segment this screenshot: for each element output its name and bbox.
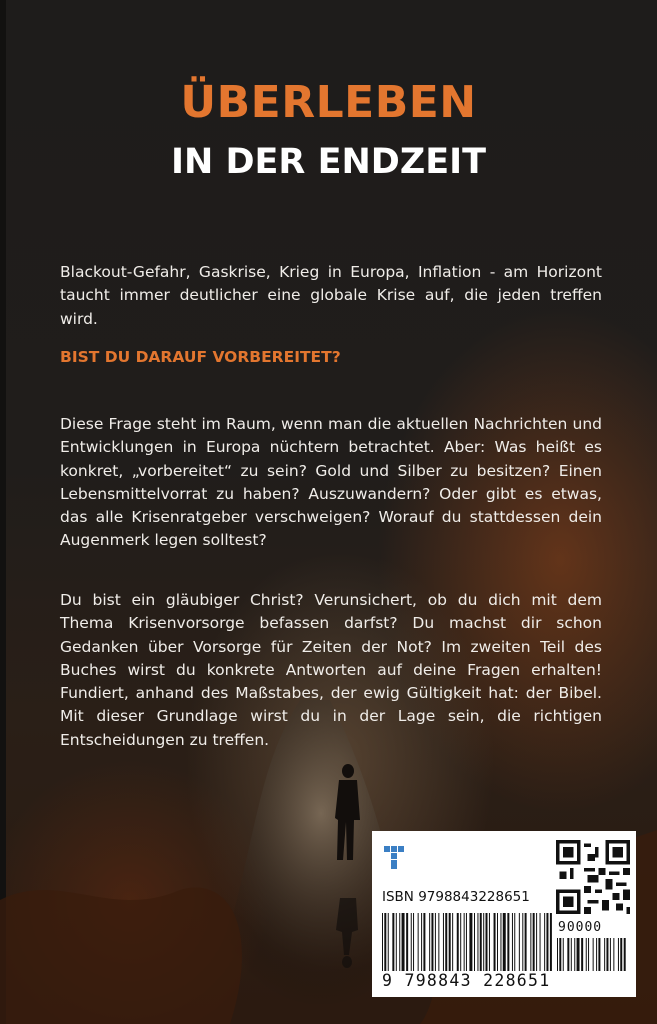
- barcode-stripe: [544, 913, 545, 971]
- barcode-stripe: [489, 913, 490, 971]
- barcode-stripe: [598, 938, 600, 971]
- barcode-stripe: [483, 913, 484, 971]
- addon-barcode: [557, 938, 627, 971]
- barcode-stripe: [586, 938, 587, 971]
- intro-paragraph: Blackout-Gefahr, Gaskrise, Krieg in Europa, Inflation - am Horizont taucht immer deutlicher eine globale Krise auf, die jeden treffen wird.: [60, 263, 602, 328]
- barcode-stripe: [550, 913, 552, 971]
- barcode-stripe: [507, 913, 509, 971]
- barcode-stripe: [382, 913, 383, 971]
- barcode-stripe: [512, 913, 513, 971]
- isbn-barcode-label: [372, 831, 636, 997]
- barcode-stripe: [536, 913, 537, 971]
- barcode-stripe: [530, 913, 531, 971]
- barcode-stripe: [533, 913, 535, 971]
- barcode-stripe: [431, 913, 433, 971]
- barcode-digits: 9 798843 228651: [382, 971, 551, 990]
- barcode-stripe: [519, 913, 520, 971]
- publisher-logo-icon: [384, 846, 406, 870]
- barcode-stripe: [486, 913, 488, 971]
- barcode-stripe: [411, 913, 412, 971]
- barcode-stripe: [563, 938, 564, 971]
- isbn-label: ISBN 9798843228651: [382, 889, 530, 905]
- barcode-stripe: [480, 913, 482, 971]
- barcode-stripe: [435, 913, 436, 971]
- barcode-stripe: [525, 913, 527, 971]
- qr-code-icon: [556, 840, 630, 914]
- barcode-stripe: [593, 938, 594, 971]
- title-line-1: ÜBERLEBEN: [180, 77, 477, 128]
- barcode-stripe: [588, 938, 589, 971]
- barcode-stripe: [474, 913, 475, 971]
- barcode-stripe: [540, 913, 541, 971]
- barcode-stripe: [559, 938, 561, 971]
- ean-barcode: [382, 913, 552, 971]
- barcode-stripe: [581, 938, 583, 971]
- barcode-stripe: [477, 913, 478, 971]
- barcode-stripe: [596, 938, 597, 971]
- barcode-stripe: [429, 913, 430, 971]
- barcode-stripe: [618, 938, 619, 971]
- question-paragraph: Diese Frage steht im Raum, wenn man die aktuellen Nachrichten und Entwicklungen in Europa nüchtern betrachtet. Aber: Was heißt es konkret, „vorbereitet“ zu sein? Gold und Silber zu besitzen? Einen Lebensmittelvorrat zu haben? Auszuwandern? Oder gibt es etwas, das alle Krisenratgeber verschweigen? Worauf du stattdessen dein Augenmerk legen solltest?: [60, 415, 602, 550]
- barcode-stripe: [384, 913, 386, 971]
- barcode-stripe: [620, 938, 622, 971]
- barcode-stripe: [452, 913, 453, 971]
- barcode-stripe: [396, 913, 397, 971]
- barcode-stripe: [571, 938, 572, 971]
- christian-paragraph: Du bist ein gläubiger Christ? Verunsichert, ob du dich mit dem Thema Krisenvorsorge befassen darfst? Du machst dir schon Gedanken über Vorsorge für Zeiten der Not? Im zweiten Teil des Buches wirst du konkrete Antworten auf deine Fragen erhalten! Fundiert, anhand des Maßstabes, der ewig Gültigkeit hat: der Bibel. Mit dieser Grundlage wirst du in der Lage sein, die richtigen Entscheidungen zu treffen.: [60, 591, 602, 749]
- barcode-stripe: [500, 913, 501, 971]
- barcode-stripe: [574, 938, 575, 971]
- barcode-stripe: [445, 913, 447, 971]
- barcode-stripe: [460, 913, 461, 971]
- subheading: BIST DU DARAUF VORBEREITET?: [60, 348, 341, 366]
- barcode-stripe: [443, 913, 444, 971]
- barcode-stripe: [438, 913, 439, 971]
- barcode-stripe: [418, 913, 419, 971]
- barcode-stripe: [469, 913, 472, 971]
- barcode-stripe: [497, 913, 498, 971]
- barcode-stripe: [399, 913, 400, 971]
- barcode-stripe: [514, 913, 515, 971]
- barcode-stripe: [577, 938, 580, 971]
- barcode-stripe: [604, 938, 605, 971]
- barcode-stripe: [557, 938, 558, 971]
- barcode-stripe: [413, 913, 414, 971]
- barcode-stripe: [522, 913, 523, 971]
- barcode-stripe: [464, 913, 465, 971]
- barcode-stripe: [457, 913, 459, 971]
- barcode-stripe: [503, 913, 506, 971]
- barcode-stripe: [494, 913, 496, 971]
- barcode-stripe: [423, 913, 425, 971]
- title-line-2: IN DER ENDZEIT: [170, 142, 487, 182]
- barcode-stripe: [610, 938, 611, 971]
- barcode-stripe: [406, 913, 408, 971]
- barcode-stripe: [613, 938, 614, 971]
- barcode-stripe: [567, 938, 569, 971]
- barcode-stripe: [402, 913, 405, 971]
- barcode-stripe: [392, 913, 394, 971]
- barcode-stripe: [606, 938, 608, 971]
- barcode-stripe: [466, 913, 467, 971]
- barcode-stripe: [449, 913, 451, 971]
- barcode-stripe: [421, 913, 422, 971]
- barcode-stripe: [624, 938, 626, 971]
- price-code: 90000: [558, 920, 603, 935]
- barcode-stripe: [546, 913, 548, 971]
- barcode-stripe: [388, 913, 389, 971]
